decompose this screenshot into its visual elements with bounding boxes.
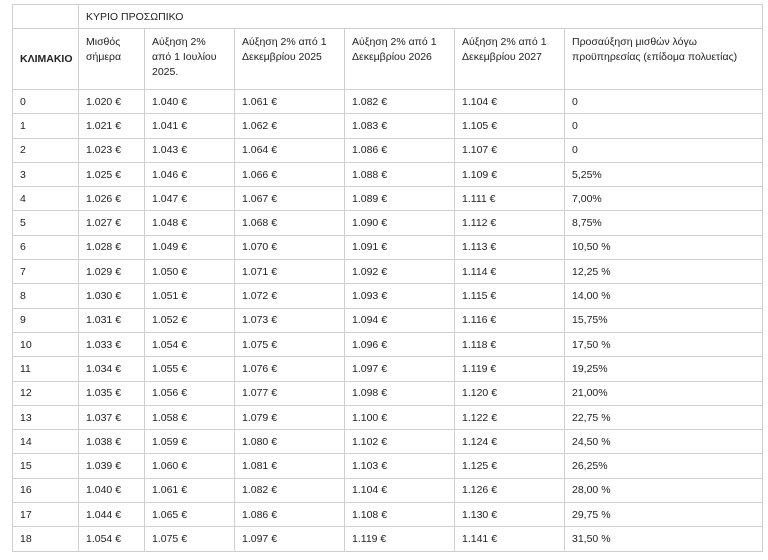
salary-cell: 1.093 € (345, 284, 455, 308)
step-cell: 13 (13, 405, 79, 429)
salary-cell: 1.113 € (455, 235, 565, 259)
salary-cell: 1.094 € (345, 308, 455, 332)
step-cell: 10 (13, 332, 79, 356)
salary-cell: 1.119 € (455, 357, 565, 381)
seniority-bonus-cell: 5,25% (565, 162, 763, 186)
salary-cell: 1.047 € (145, 187, 235, 211)
table-row (13, 284, 763, 308)
step-cell: 2 (13, 138, 79, 162)
step-cell: 18 (13, 527, 79, 551)
salary-cell: 1.028 € (79, 235, 145, 259)
salary-cell: 1.023 € (79, 138, 145, 162)
salary-cell: 1.104 € (345, 478, 455, 502)
table-row (13, 527, 763, 551)
table-row (13, 211, 763, 235)
table-row (13, 235, 763, 259)
salary-cell: 1.061 € (145, 478, 235, 502)
salary-cell: 1.080 € (235, 430, 345, 454)
table-row (13, 90, 763, 114)
table-row (13, 478, 763, 502)
salary-cell: 1.097 € (235, 527, 345, 551)
group-header-row (13, 5, 763, 29)
salary-cell: 1.062 € (235, 114, 345, 138)
salary-cell: 1.103 € (345, 454, 455, 478)
salary-table (12, 4, 763, 552)
salary-cell: 1.120 € (455, 381, 565, 405)
table-row (13, 114, 763, 138)
salary-cell: 1.071 € (235, 260, 345, 284)
seniority-bonus-cell: 19,25% (565, 357, 763, 381)
salary-cell: 1.130 € (455, 503, 565, 527)
salary-cell: 1.061 € (235, 90, 345, 114)
salary-cell: 1.079 € (235, 405, 345, 429)
salary-cell: 1.081 € (235, 454, 345, 478)
step-cell: 0 (13, 90, 79, 114)
salary-cell: 1.096 € (345, 332, 455, 356)
salary-cell: 1.029 € (79, 260, 145, 284)
seniority-bonus-cell: 0 (565, 90, 763, 114)
step-cell: 4 (13, 187, 79, 211)
column-header: Αύξηση 2% από 1 Δεκεμβρίου 2025 (235, 29, 345, 90)
salary-cell: 1.086 € (235, 503, 345, 527)
salary-cell: 1.073 € (235, 308, 345, 332)
salary-cell: 1.039 € (79, 454, 145, 478)
salary-cell: 1.054 € (145, 332, 235, 356)
column-header: Προσαύξηση μισθών λόγω προϋπηρεσίας (επίδομα πολυετίας) (565, 29, 763, 90)
salary-cell: 1.030 € (79, 284, 145, 308)
salary-cell: 1.051 € (145, 284, 235, 308)
column-header: Αύξηση 2% από 1 Δεκεμβρίου 2026 (345, 29, 455, 90)
salary-cell: 1.112 € (455, 211, 565, 235)
salary-cell: 1.070 € (235, 235, 345, 259)
step-cell: 12 (13, 381, 79, 405)
salary-table-body (13, 5, 763, 552)
salary-cell: 1.026 € (79, 187, 145, 211)
seniority-bonus-cell: 29,75 % (565, 503, 763, 527)
salary-cell: 1.108 € (345, 503, 455, 527)
seniority-bonus-cell: 7,00% (565, 187, 763, 211)
seniority-bonus-cell: 31,50 % (565, 527, 763, 551)
table-row (13, 308, 763, 332)
salary-cell: 1.054 € (79, 527, 145, 551)
salary-cell: 1.043 € (145, 138, 235, 162)
step-cell: 1 (13, 114, 79, 138)
salary-cell: 1.027 € (79, 211, 145, 235)
salary-cell: 1.100 € (345, 405, 455, 429)
salary-cell: 1.083 € (345, 114, 455, 138)
step-cell: 11 (13, 357, 79, 381)
salary-cell: 1.116 € (455, 308, 565, 332)
salary-cell: 1.072 € (235, 284, 345, 308)
salary-cell: 1.021 € (79, 114, 145, 138)
step-header: ΚΛΙΜΑΚΙΟ (13, 29, 79, 90)
table-row (13, 357, 763, 381)
step-cell: 6 (13, 235, 79, 259)
step-cell: 3 (13, 162, 79, 186)
salary-cell: 1.089 € (345, 187, 455, 211)
table-row (13, 162, 763, 186)
salary-cell: 1.098 € (345, 381, 455, 405)
salary-cell: 1.082 € (345, 90, 455, 114)
step-cell: 9 (13, 308, 79, 332)
table-row (13, 381, 763, 405)
salary-cell: 1.040 € (145, 90, 235, 114)
salary-cell: 1.035 € (79, 381, 145, 405)
salary-cell: 1.091 € (345, 235, 455, 259)
salary-cell: 1.075 € (145, 527, 235, 551)
salary-cell: 1.025 € (79, 162, 145, 186)
salary-cell: 1.097 € (345, 357, 455, 381)
seniority-bonus-cell: 24,50 % (565, 430, 763, 454)
salary-cell: 1.065 € (145, 503, 235, 527)
salary-cell: 1.041 € (145, 114, 235, 138)
salary-cell: 1.122 € (455, 405, 565, 429)
seniority-bonus-cell: 10,50 % (565, 235, 763, 259)
table-row (13, 503, 763, 527)
salary-cell: 1.050 € (145, 260, 235, 284)
seniority-bonus-cell: 15,75% (565, 308, 763, 332)
salary-cell: 1.064 € (235, 138, 345, 162)
seniority-bonus-cell: 0 (565, 114, 763, 138)
salary-cell: 1.020 € (79, 90, 145, 114)
salary-cell: 1.052 € (145, 308, 235, 332)
salary-cell: 1.075 € (235, 332, 345, 356)
step-cell: 14 (13, 430, 79, 454)
salary-cell: 1.109 € (455, 162, 565, 186)
salary-cell: 1.107 € (455, 138, 565, 162)
salary-cell: 1.059 € (145, 430, 235, 454)
salary-cell: 1.114 € (455, 260, 565, 284)
table-row (13, 260, 763, 284)
salary-cell: 1.077 € (235, 381, 345, 405)
salary-cell: 1.034 € (79, 357, 145, 381)
seniority-bonus-cell: 21,00% (565, 381, 763, 405)
salary-cell: 1.105 € (455, 114, 565, 138)
salary-cell: 1.076 € (235, 357, 345, 381)
step-cell: 17 (13, 503, 79, 527)
salary-cell: 1.044 € (79, 503, 145, 527)
step-cell: 7 (13, 260, 79, 284)
salary-cell: 1.090 € (345, 211, 455, 235)
header-corner-cell (13, 5, 79, 29)
salary-cell: 1.031 € (79, 308, 145, 332)
step-cell: 16 (13, 478, 79, 502)
salary-cell: 1.124 € (455, 430, 565, 454)
seniority-bonus-cell: 8,75% (565, 211, 763, 235)
seniority-bonus-cell: 22,75 % (565, 405, 763, 429)
salary-cell: 1.082 € (235, 478, 345, 502)
salary-cell: 1.046 € (145, 162, 235, 186)
salary-cell: 1.049 € (145, 235, 235, 259)
table-row (13, 332, 763, 356)
salary-cell: 1.088 € (345, 162, 455, 186)
table-row (13, 138, 763, 162)
column-header-row (13, 29, 763, 90)
salary-cell: 1.125 € (455, 454, 565, 478)
salary-cell: 1.102 € (345, 430, 455, 454)
table-row (13, 187, 763, 211)
step-cell: 5 (13, 211, 79, 235)
step-cell: 15 (13, 454, 79, 478)
salary-cell: 1.038 € (79, 430, 145, 454)
column-header: Μισθός σήμερα (79, 29, 145, 90)
seniority-bonus-cell: 17,50 % (565, 332, 763, 356)
column-header: Αύξηση 2% από 1 Ιουλίου 2025. (145, 29, 235, 90)
salary-cell: 1.118 € (455, 332, 565, 356)
seniority-bonus-cell: 12,25 % (565, 260, 763, 284)
salary-cell: 1.086 € (345, 138, 455, 162)
seniority-bonus-cell: 0 (565, 138, 763, 162)
seniority-bonus-cell: 26,25% (565, 454, 763, 478)
salary-cell: 1.141 € (455, 527, 565, 551)
salary-cell: 1.055 € (145, 357, 235, 381)
table-row (13, 454, 763, 478)
salary-cell: 1.111 € (455, 187, 565, 211)
seniority-bonus-cell: 14,00 % (565, 284, 763, 308)
salary-cell: 1.058 € (145, 405, 235, 429)
step-cell: 8 (13, 284, 79, 308)
salary-cell: 1.115 € (455, 284, 565, 308)
salary-cell: 1.068 € (235, 211, 345, 235)
salary-cell: 1.067 € (235, 187, 345, 211)
salary-cell: 1.040 € (79, 478, 145, 502)
salary-cell: 1.119 € (345, 527, 455, 551)
salary-cell: 1.037 € (79, 405, 145, 429)
table-row (13, 430, 763, 454)
salary-cell: 1.126 € (455, 478, 565, 502)
salary-cell: 1.092 € (345, 260, 455, 284)
column-header: Αύξηση 2% από 1 Δεκεμβρίου 2027 (455, 29, 565, 90)
salary-cell: 1.066 € (235, 162, 345, 186)
salary-cell: 1.060 € (145, 454, 235, 478)
group-header: ΚΥΡΙΟ ΠΡΟΣΩΠΙΚΟ (79, 5, 763, 29)
seniority-bonus-cell: 28,00 % (565, 478, 763, 502)
table-row (13, 405, 763, 429)
salary-cell: 1.104 € (455, 90, 565, 114)
salary-cell: 1.033 € (79, 332, 145, 356)
salary-cell: 1.048 € (145, 211, 235, 235)
salary-cell: 1.056 € (145, 381, 235, 405)
